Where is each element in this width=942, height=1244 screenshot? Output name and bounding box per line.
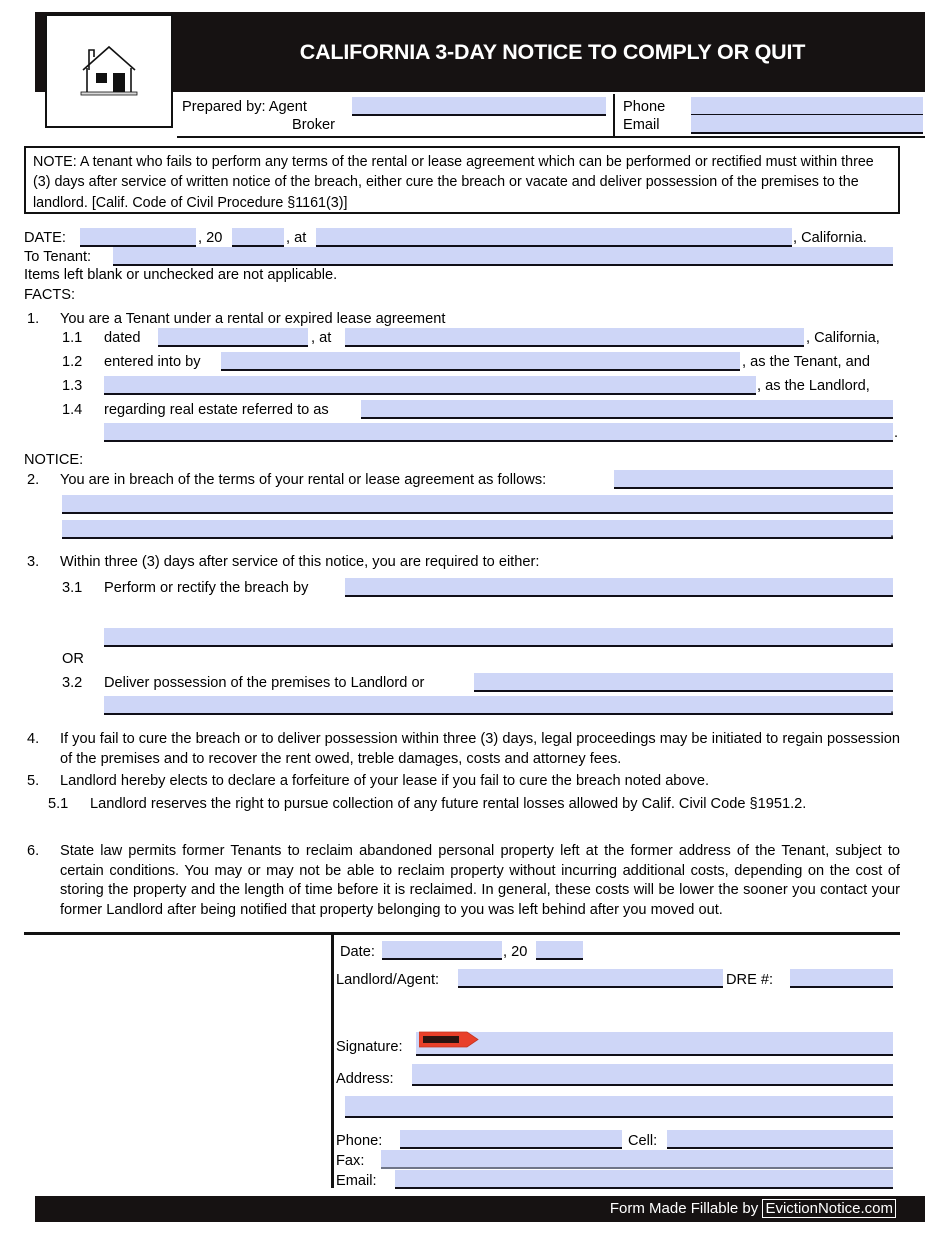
real-estate-field-line1[interactable] bbox=[361, 400, 893, 419]
agent-field[interactable] bbox=[352, 97, 606, 116]
section-5-number: 5. bbox=[27, 773, 40, 789]
breach-field-line3[interactable] bbox=[62, 520, 893, 539]
sig-year-field[interactable] bbox=[536, 941, 583, 960]
phone-field[interactable] bbox=[691, 97, 923, 116]
email-label: Email bbox=[623, 117, 660, 133]
section-1-number: 1. bbox=[27, 311, 40, 327]
section-5-1-number: 5.1 bbox=[48, 796, 69, 812]
broker-label: Broker bbox=[292, 117, 335, 133]
section-2-number: 2. bbox=[27, 472, 40, 488]
sign-here-arrow-icon bbox=[419, 1031, 479, 1048]
section-1-3-number: 1.3 bbox=[62, 378, 83, 394]
prepared-by-bottom-rule bbox=[177, 136, 925, 138]
section-3-1-label: Perform or rectify the breach by bbox=[104, 580, 309, 596]
section-4-number: 4. bbox=[27, 731, 40, 747]
page-title: CALIFORNIA 3-DAY NOTICE TO COMPLY OR QUIT bbox=[299, 39, 806, 64]
date-at-label: , at bbox=[286, 230, 307, 246]
notice-heading: NOTICE: bbox=[24, 452, 84, 468]
lease-city-field[interactable] bbox=[345, 328, 804, 347]
section-1-text: You are a Tenant under a rental or expired lease agreement bbox=[60, 311, 446, 327]
section-3-2-number: 3.2 bbox=[62, 675, 83, 691]
section-1-1-at-label: , at bbox=[311, 330, 332, 346]
breach-field-line2[interactable] bbox=[62, 495, 893, 514]
sig-phone-field[interactable] bbox=[400, 1130, 622, 1149]
section-1-4-number: 1.4 bbox=[62, 402, 83, 418]
facts-heading: FACTS: bbox=[24, 287, 76, 303]
sig-date-year-prefix: , 20 bbox=[503, 944, 528, 960]
sig-date-label: Date: bbox=[340, 944, 375, 960]
note-box: NOTE: A tenant who fails to perform any terms of the rental or lease agreement which can be performed or rectified must within three (3) days after service of written notice of the breach, either cure the breach or vacate and deliver possession of the premises to the landlord. [Calif. Code of Civil Procedure §1161(3)] bbox=[24, 146, 900, 214]
prepared-by-vertical-divider bbox=[613, 94, 615, 138]
city-field[interactable] bbox=[316, 228, 792, 247]
section-2-text: You are in breach of the terms of your rental or lease agreement as follows: bbox=[60, 472, 547, 488]
section-4-text: If you fail to cure the breach or to deliver possession within three (3) days, legal proceedings may be initiated to regain possession of the premises and to recover the rent owed, treble damages, costs and attorney fees. bbox=[60, 731, 900, 767]
dre-label: DRE #: bbox=[726, 972, 774, 988]
section-1-2-tail: , as the Tenant, and bbox=[742, 354, 870, 370]
section-1-4-label: regarding real estate referred to as bbox=[104, 402, 329, 418]
deliver-possession-field-line2[interactable] bbox=[104, 696, 893, 715]
section-3-1-number: 3.1 bbox=[62, 580, 83, 596]
footer-link[interactable]: EvictionNotice.com bbox=[762, 1199, 896, 1218]
or-label: OR bbox=[62, 651, 84, 667]
landlord-agent-field[interactable] bbox=[458, 969, 723, 988]
house-icon bbox=[73, 40, 145, 102]
signature-block-vertical-divider bbox=[331, 934, 334, 1188]
date-field[interactable] bbox=[80, 228, 196, 247]
tenant-name-field[interactable] bbox=[221, 352, 740, 371]
address-field-line1[interactable] bbox=[412, 1064, 893, 1086]
address-field-line2[interactable] bbox=[345, 1096, 893, 1118]
perform-breach-field-line2[interactable] bbox=[104, 628, 893, 647]
sig-email-field[interactable] bbox=[395, 1170, 893, 1189]
blank-items-note: Items left blank or unchecked are not applicable. bbox=[24, 267, 338, 283]
section-1-1-number: 1.1 bbox=[62, 330, 83, 346]
sig-cell-label: Cell: bbox=[628, 1133, 658, 1149]
sig-fax-field[interactable] bbox=[381, 1150, 893, 1169]
logo-box bbox=[45, 14, 173, 128]
to-tenant-field[interactable] bbox=[113, 247, 893, 266]
section-1-4-period: . bbox=[894, 425, 899, 441]
real-estate-field-line2[interactable] bbox=[104, 423, 893, 442]
section-3-text: Within three (3) days after service of this notice, you are required to either: bbox=[60, 554, 540, 570]
section-1-1-tail: , California, bbox=[806, 330, 880, 346]
email-field[interactable] bbox=[691, 115, 923, 134]
section-1-1-label: dated bbox=[104, 330, 141, 346]
dre-field[interactable] bbox=[790, 969, 893, 988]
prepared-by-strip bbox=[177, 94, 925, 138]
section-1-3-tail: , as the Landlord, bbox=[757, 378, 870, 394]
landlord-agent-label: Landlord/Agent: bbox=[336, 972, 440, 988]
section-5-text: Landlord hereby elects to declare a forfeiture of your lease if you fail to cure the breach noted above. bbox=[60, 773, 710, 789]
deliver-possession-field-line1[interactable] bbox=[474, 673, 893, 692]
breach-field-line1[interactable] bbox=[614, 470, 893, 489]
date-state-label: , California. bbox=[793, 230, 867, 246]
sig-cell-field[interactable] bbox=[667, 1130, 893, 1149]
section-1-2-number: 1.2 bbox=[62, 354, 83, 370]
footer-credit bbox=[610, 1200, 896, 1217]
date-label: DATE: bbox=[24, 230, 66, 246]
signature-field[interactable] bbox=[416, 1032, 893, 1056]
footer-credit-prefix: Form Made Fillable by bbox=[609, 1200, 763, 1217]
phone-label: Phone bbox=[623, 99, 666, 115]
to-tenant-label: To Tenant: bbox=[24, 249, 92, 265]
date-year-prefix: , 20 bbox=[198, 230, 223, 246]
sig-email-label: Email: bbox=[336, 1173, 377, 1189]
address-label: Address: bbox=[336, 1071, 394, 1087]
section-1-2-label: entered into by bbox=[104, 354, 201, 370]
sig-phone-label: Phone: bbox=[336, 1133, 383, 1149]
section-6-number: 6. bbox=[27, 843, 40, 859]
sig-date-field[interactable] bbox=[382, 941, 502, 960]
section-5-1-text: Landlord reserves the right to pursue collection of any future rental losses allowed by Calif. Civil Code §1951.2. bbox=[90, 796, 807, 812]
section-3-number: 3. bbox=[27, 554, 40, 570]
signature-block-top-rule bbox=[24, 932, 900, 935]
signature-label: Signature: bbox=[336, 1039, 403, 1055]
year-field[interactable] bbox=[232, 228, 284, 247]
section-3-2-period: . bbox=[890, 701, 895, 717]
lease-date-field[interactable] bbox=[158, 328, 308, 347]
landlord-name-field[interactable] bbox=[104, 376, 756, 395]
section-2-period: . bbox=[890, 525, 895, 541]
section-3-2-label: Deliver possession of the premises to Landlord or bbox=[104, 675, 425, 691]
prepared-by-label: Prepared by: Agent bbox=[182, 99, 307, 115]
sig-fax-label: Fax: bbox=[336, 1153, 365, 1169]
perform-breach-field-line1[interactable] bbox=[345, 578, 893, 597]
section-6-text: State law permits former Tenants to reclaim abandoned personal property left at the former address of the Tenant, subject to certain conditions. You may or may not be able to reclaim property without incurring additional costs, depending on the cost of storing the property and the length of time before it is reclaimed. In general, these costs will be lower the sooner you contact your former Landlord after being notified that property belonging to you was left behind after you moved out. bbox=[60, 843, 900, 919]
section-3-1-period: . bbox=[890, 633, 895, 649]
